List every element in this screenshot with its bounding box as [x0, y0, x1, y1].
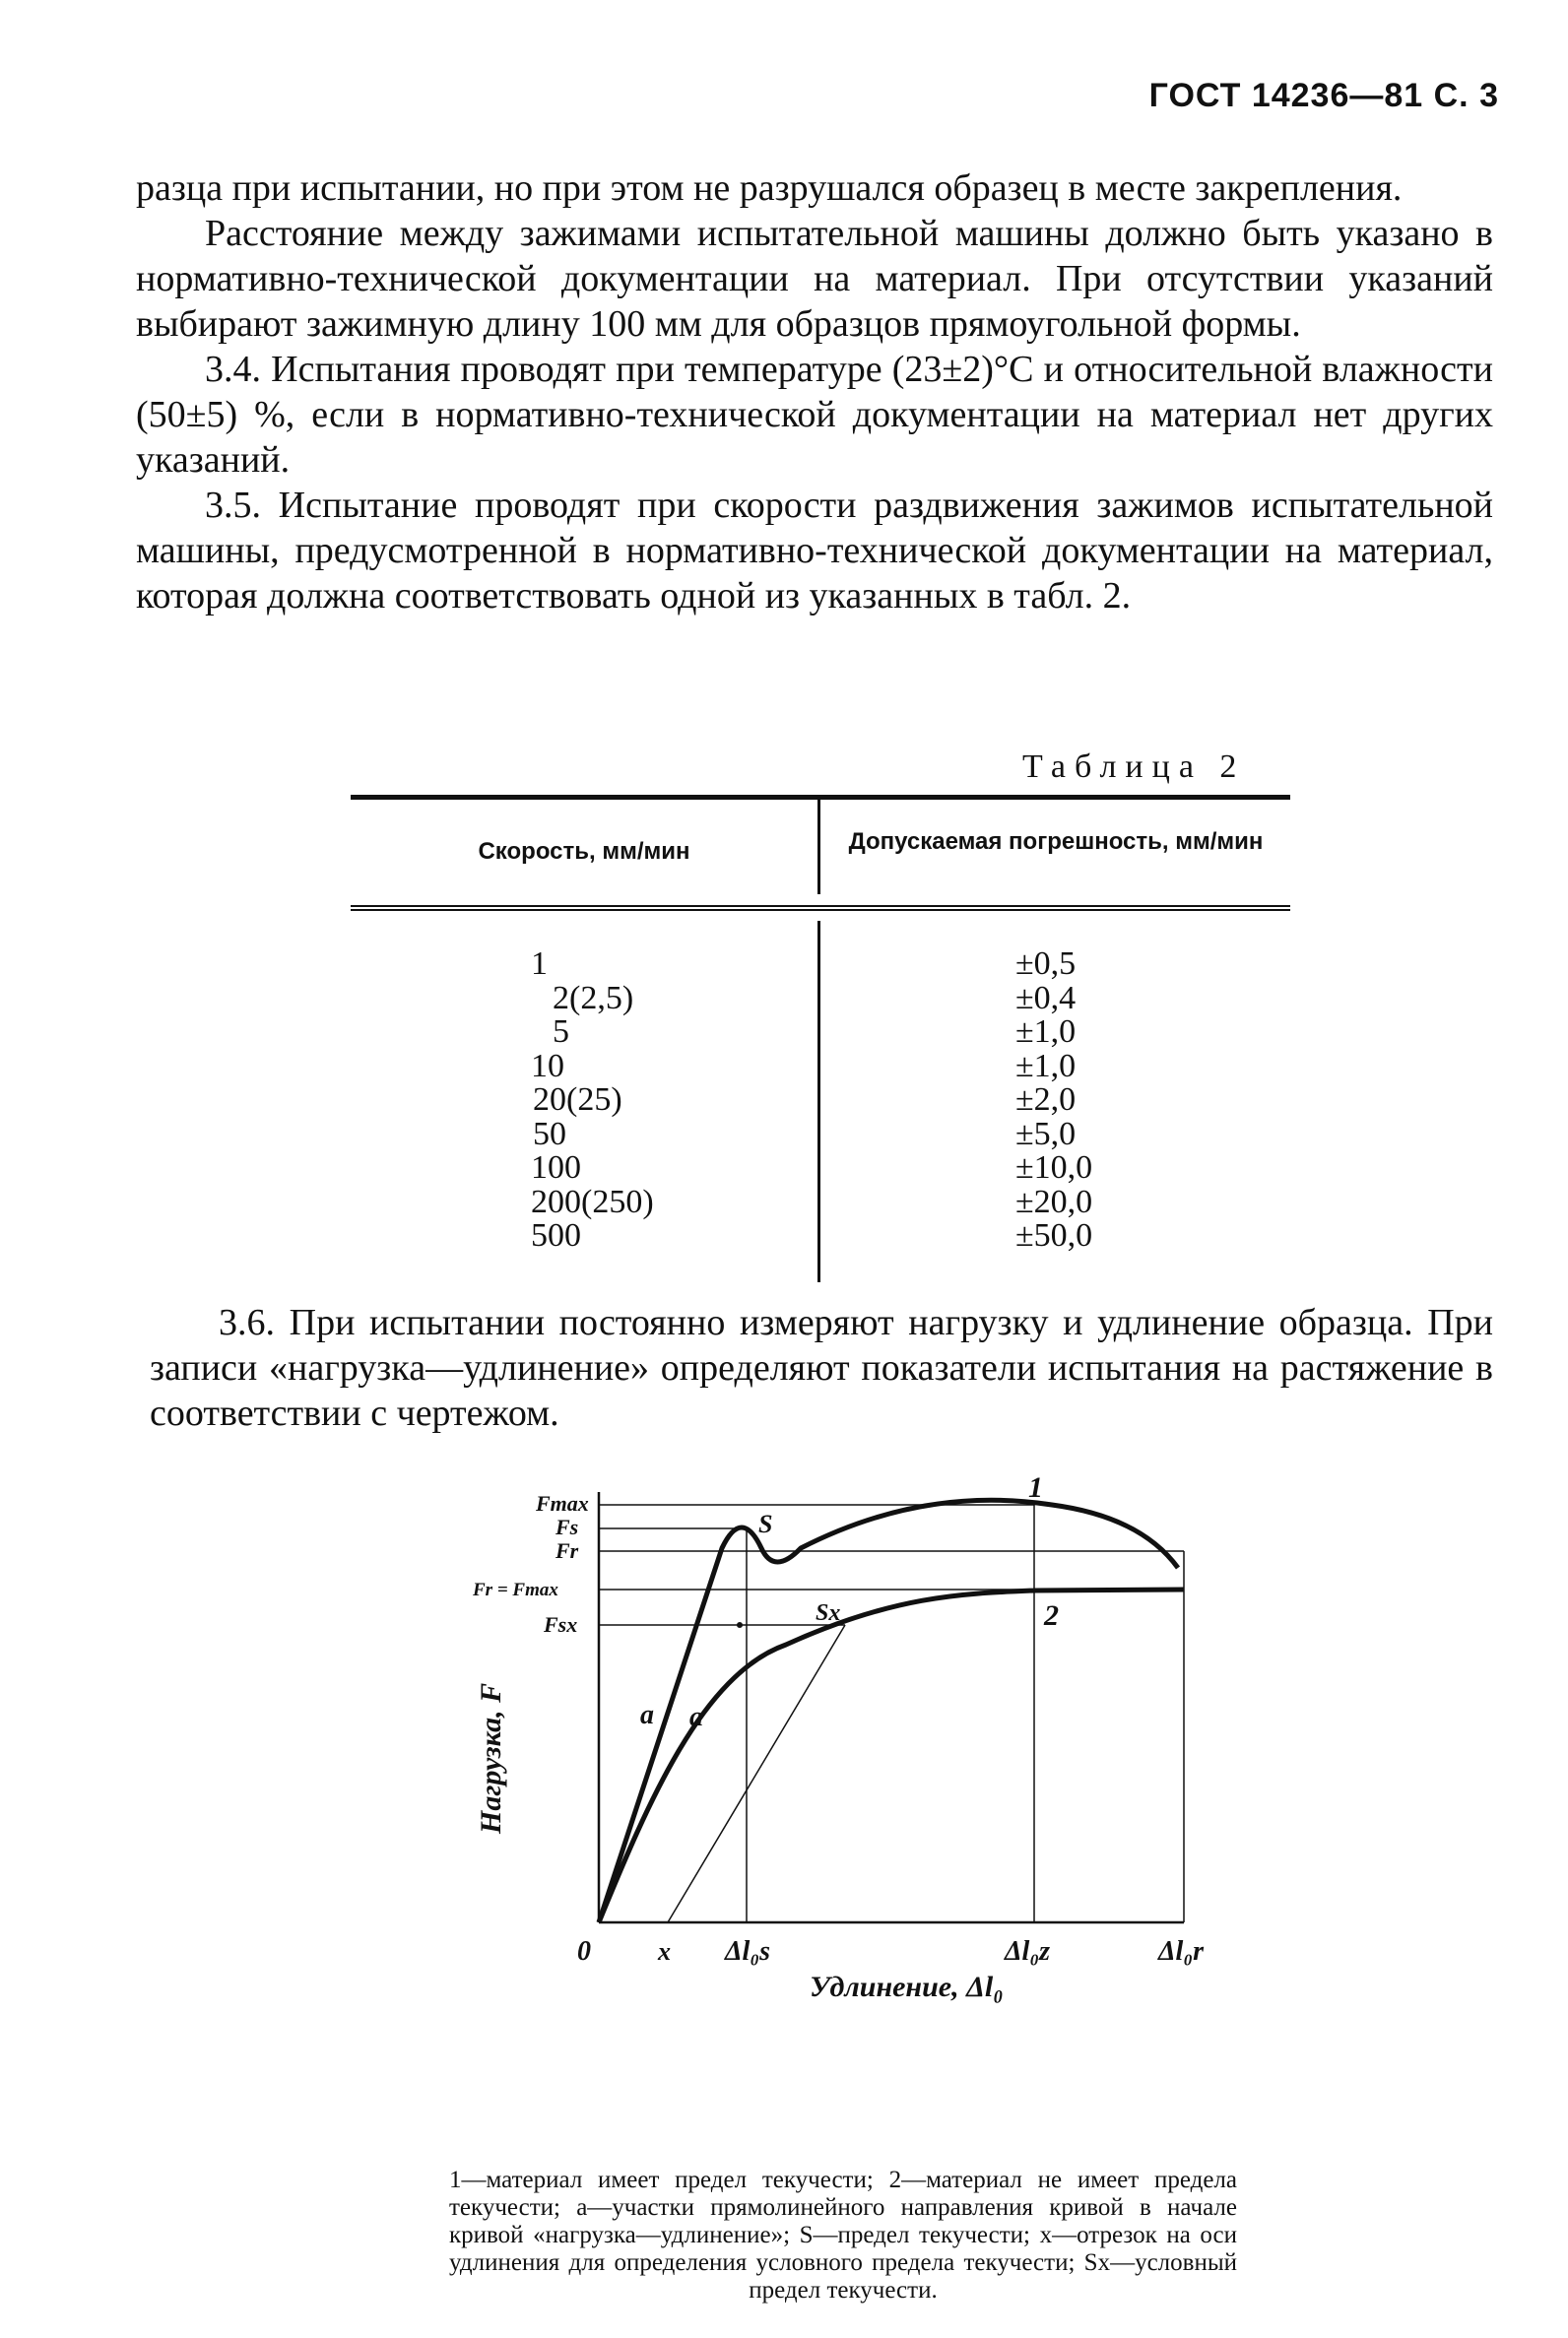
- table-cell-speed: 100: [531, 1149, 581, 1186]
- table-title: Таблица 2: [1022, 748, 1246, 785]
- table-cell-tolerance: ±1,0: [1015, 1047, 1077, 1084]
- table-column-tolerance: [1015, 947, 1092, 1254]
- curve-1-label: 1: [1028, 1477, 1043, 1504]
- offset-line: [668, 1625, 845, 1922]
- origin-label: 0: [577, 1936, 591, 1967]
- point-sx-label: Sx: [816, 1600, 841, 1626]
- table-cell-tolerance: ±10,0: [1015, 1149, 1093, 1186]
- table-cell-speed: 10: [531, 1047, 564, 1084]
- curve-2: [599, 1590, 1184, 1922]
- curve-2-label: 2: [1044, 1599, 1059, 1632]
- paragraph-3-6: 3.6. При испытании постоянно измеряют нагрузку и удлинение образца. При записи «нагрузка—удлинение» определяют показатели испытания на растяжение в соответствии с чертежом.: [150, 1302, 1493, 1434]
- y-tick-label: Fmax: [536, 1491, 589, 1516]
- table-top-rule: [351, 795, 1290, 800]
- table-cell-speed: 1: [531, 945, 548, 982]
- segment-a-label: a: [640, 1700, 654, 1730]
- table-header-rule: [351, 905, 1290, 911]
- x-tick-label: Δl₀z: [1005, 1936, 1050, 1967]
- load-elongation-diagram: [461, 1477, 1209, 2167]
- table-cell-speed: 50: [533, 1115, 566, 1152]
- point-s-label: S: [758, 1510, 773, 1538]
- x-tick-label: Δl₀s: [725, 1936, 770, 1967]
- y-tick-label: Fr: [555, 1538, 579, 1563]
- table-cell-speed: 5: [553, 1013, 569, 1050]
- paragraph-clamp-distance: Расстояние между зажимами испытательной машины должно быть указано в нормативно-технической документации на материал. При отсутствии указаний выбирают зажимную длину 100 мм для образцов прямоугольной формы.: [136, 213, 1493, 345]
- speed-table: [351, 795, 1290, 1282]
- paragraph-continuation: разца при испытании, но при этом не разрушался образец в месте закрепления.: [136, 167, 1403, 209]
- table-header-speed: Скорость, мм/мин: [478, 838, 690, 865]
- paragraph-3-5: 3.5. Испытание проводят при скорости раздвижения зажимов испытательной машины, предусмотренной в нормативно-технической документации на материал, которая должна соответствовать одной из указанных в табл. 2.: [136, 485, 1493, 617]
- table-cell-tolerance: ±5,0: [1015, 1115, 1077, 1152]
- x-axis-label: Удлинение, Δl₀: [810, 1971, 1004, 2003]
- page-header: ГОСТ 14236—81 С. 3: [1148, 77, 1499, 114]
- table-cell-speed: 2(2,5): [553, 979, 634, 1016]
- figure-caption: 1—материал имеет предел текучести; 2—материал не имеет предела текучести; а—участки прямолинейного направления кривой в начале кривой «нагрузка—удлинение»; S—предел текучести; x—отрезок на оси удлинения для определения условного предела текучести; Sx—условный предел текучести.: [449, 2167, 1237, 2304]
- paragraph-3-4: 3.4. Испытания проводят при температуре (23±2)°С и относительной влажности (50±5) %, если в нормативно-технической документации на материал нет других указаний.: [136, 349, 1493, 481]
- table-header-tolerance: Допускаемая погрешность, мм/мин: [848, 828, 1264, 855]
- load-elongation-figure: [461, 1477, 1209, 2167]
- table-cell-tolerance: ±1,0: [1015, 1013, 1077, 1050]
- table-body-divider: [817, 921, 820, 1282]
- table-header-divider: [817, 800, 820, 894]
- body-text-top: [136, 165, 1493, 618]
- table-cell-speed: 500: [531, 1217, 581, 1254]
- x-tick-label: Δl₀r: [1158, 1936, 1204, 1967]
- y-axis-label: Нагрузка, F: [475, 1682, 507, 1834]
- table-cell-tolerance: ±50,0: [1015, 1217, 1093, 1254]
- body-text-bottom: [150, 1300, 1493, 1436]
- table-cell-tolerance: ±2,0: [1015, 1081, 1077, 1118]
- table-cell-tolerance: ±0,4: [1015, 979, 1077, 1016]
- segment-a-label: a: [689, 1702, 703, 1732]
- table-cell-tolerance: ±20,0: [1015, 1183, 1093, 1220]
- table-cell-speed: 20(25): [533, 1081, 622, 1118]
- y-tick-label: Fsx: [544, 1612, 578, 1637]
- y-tick-label: Fr = Fmax: [473, 1580, 558, 1600]
- table-cell-tolerance: ±0,5: [1015, 945, 1077, 982]
- y-tick-label: Fs: [555, 1515, 579, 1539]
- curve-1: [599, 1500, 1178, 1922]
- table-column-speed: [531, 947, 654, 1254]
- x-tick-label: x: [658, 1937, 671, 1966]
- sx-marker: [737, 1622, 743, 1628]
- table-cell-speed: 200(250): [531, 1183, 654, 1220]
